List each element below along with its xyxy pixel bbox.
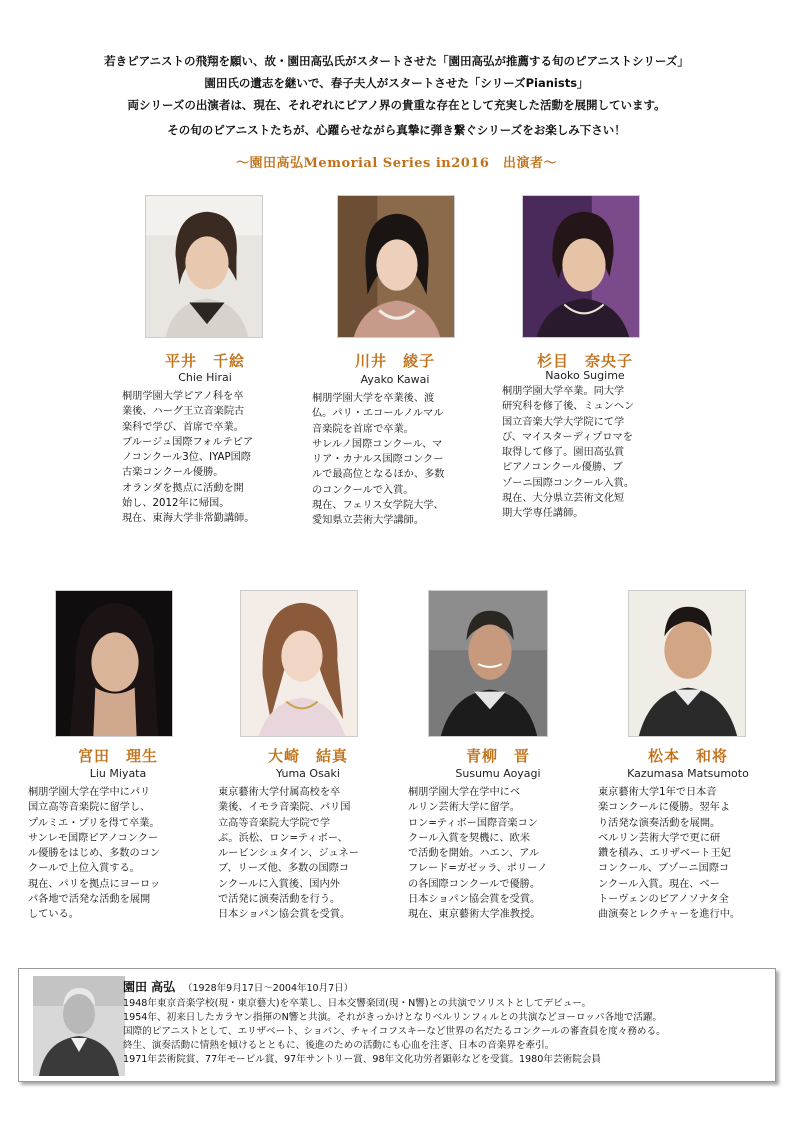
memorial-bio: [123, 997, 666, 1067]
bio-line: クールで上位入賞する。: [28, 863, 140, 875]
bio-line: 始し、2012年に帰国。: [122, 498, 230, 510]
bio-line: ノコンクール3位、IYAP国際: [122, 452, 251, 464]
artist-name-en: Chie Hirai: [178, 371, 232, 384]
artist-card-osaki: [218, 590, 398, 935]
bio-line: している。: [28, 909, 79, 921]
bio-line: ブルージュ国際フォルテピア: [122, 436, 254, 448]
bio-line: ンクール入賞。現在、ベー: [598, 878, 720, 890]
bio-line: 現在、東海大学非常勤講師。: [122, 513, 255, 525]
series-title: ～園田高弘Memorial Series in2016 出演者～: [236, 156, 557, 171]
artist-bio: [408, 785, 547, 923]
memorial-bio-line: 国際的ピアニストとして、エリザベート、ショパン、チャイコフスキーなど世界の名だたるコンクールの審査員を度々務める。: [123, 1026, 666, 1037]
bio-line: パ各地で活発な活動を展開: [28, 894, 151, 906]
artist-card-sugime: [500, 195, 670, 540]
artist-photo: [55, 590, 173, 737]
artist-name-en: Liu Miyata: [89, 767, 147, 780]
memorial-photo: [33, 976, 125, 1076]
artist-bio: [312, 391, 444, 529]
bio-line: り活発な演奏活動を展開。: [598, 817, 721, 829]
artist-name-en: Naoko Sugime: [545, 369, 625, 382]
bio-line: で活動を開始。ハエン、アル: [408, 848, 540, 860]
bio-line: の各国際コンクールで優勝。: [408, 878, 541, 890]
bio-line: 立高等音楽院大学院で学: [218, 817, 331, 829]
bio-line: ロン=ティボー国際音楽コン: [408, 817, 538, 829]
bio-line: 桐朋学園大学ピアノ科を卒: [122, 391, 244, 402]
bio-line: 現在、東京藝術大学准教授。: [408, 909, 541, 921]
artist-name-en: Ayako Kawai: [360, 373, 430, 386]
intro-line-2: 園田氏の遺志を継いで、春子夫人がスタートさせた「シリーズPianists」: [204, 76, 589, 90]
artist-name-jp: 松本 和将: [647, 747, 728, 765]
artist-name-jp: 大崎 結真: [267, 747, 348, 765]
memorial-bio-line: 1954年、初来日したカラヤン指揮のN響と共演。それがきっかけとなりベルリンフィルとの共演などヨーロッパ各地で活躍。: [123, 1012, 663, 1023]
bio-line: 曲演奏とレクチャーを進行中。: [598, 909, 741, 921]
artist-photo: [337, 195, 455, 338]
artist-name-jp: 杉目 奈央子: [536, 352, 633, 370]
intro-line-1: 若きピアニストの飛翔を願い、故・園田高弘氏がスタートさせた「園田高弘が推薦する旬のピアニストシリーズ」: [104, 54, 689, 68]
artist-card-kawai: [310, 195, 480, 540]
bio-line: ル優勝をはじめ、多数のコン: [28, 848, 161, 860]
bio-line: 楽コンクールに優勝。翌年よ: [598, 802, 731, 814]
bio-line: サレルノ国際コンクール、マ: [312, 438, 443, 450]
bio-line: クール入賞を契機に、欧米: [408, 832, 531, 844]
artist-name-jp: 平井 千絵: [164, 352, 245, 370]
artist-card-hirai: [120, 195, 290, 540]
bio-line: 東京藝術大学付属高校を卒: [218, 787, 341, 798]
bio-line: 期大学専任講師。: [502, 508, 584, 520]
bio-line: 桐朋学園大学在学中にベ: [408, 787, 521, 798]
artist-bio: [502, 384, 634, 522]
artist-card-aoyagi: [408, 590, 588, 935]
bio-line: 日本ショパン協会賞を受賞。: [408, 894, 541, 906]
bio-line: 国立音楽大学大学院にて学: [502, 416, 625, 428]
artist-name-jp: 川井 綾子: [354, 352, 435, 370]
bio-line: 現在、フェリス女学院大学、: [312, 500, 444, 512]
bio-line: 桐朋学園大学を卒業後、渡: [312, 393, 435, 404]
artist-photo: [628, 590, 746, 737]
memorial-dates: （1928年9月17日～2004年10月7日）: [183, 983, 354, 994]
memorial-bio-line: 1948年東京音楽学校(現・東京藝大)を卒業し、日本交響楽団(現・N響)との共演でソリストとしてデビュー。: [123, 998, 592, 1009]
bio-line: サンレモ国際ピアノコンクー: [28, 832, 159, 844]
bio-line: ルービンシュタイン、ジュネー: [218, 848, 359, 860]
bio-line: 楽科で学び、首席で卒業。: [122, 421, 244, 433]
bio-line: ベルリン芸術大学で更に研: [598, 832, 721, 844]
artist-photo: [145, 195, 263, 338]
bio-line: 音楽院を首席で卒業。: [312, 423, 414, 435]
memorial-bio-line: 1971年芸術院賞、77年モービル賞、97年サントリー賞、98年文化功労者顕彰などを受賞。1980年芸術院会員: [123, 1054, 601, 1065]
bio-line: 仏。パリ・エコールノルマル: [312, 408, 444, 420]
bio-line: で活発に演奏活動を行う。: [218, 894, 341, 906]
bio-line: ンクールに入賞後、国内外: [218, 878, 340, 890]
bio-line: 国立高等音楽院に留学し、: [28, 802, 151, 814]
bio-line: 現在、パリを拠点にヨーロッ: [28, 878, 161, 890]
artist-card-matsumoto: [598, 590, 778, 935]
bio-line: コンクール、ブゾーニ国際コ: [598, 863, 730, 875]
bio-line: 桐朋学園大学卒業。同大学: [502, 386, 625, 397]
bio-line: フレード=ガゼッラ、ポリーノ: [408, 863, 548, 875]
bio-line: オランダを拠点に活動を開: [122, 482, 244, 494]
artist-card-miyata: [28, 590, 208, 935]
artist-name-en: Susumu Aoyagi: [455, 767, 541, 780]
artist-photo: [428, 590, 548, 737]
bio-line: ルリン芸術大学に留学。: [408, 802, 521, 814]
bio-line: ぶ。浜松、ロン=ティボー、: [218, 832, 348, 844]
bio-line: 古楽コンクール優勝。: [122, 467, 224, 479]
bio-line: プルミエ・プリを得て卒業。: [28, 817, 160, 829]
artist-bio: [28, 785, 160, 923]
memorial-box: [18, 968, 776, 1082]
memorial-bio-line: 終生、演奏活動に情熱を傾けるとともに、後進のための活動にも心血を注ぎ、日本の音楽界を牽引。: [123, 1040, 555, 1051]
artist-bio: [218, 785, 359, 923]
bio-line: 日本ショパン協会賞を受賞。: [218, 909, 351, 921]
artist-name-en: Kazumasa Matsumoto: [627, 767, 749, 780]
bio-line: ゾーニ国際コンクール入賞。: [502, 477, 635, 489]
bio-line: 取得して修了。園田高弘賞: [502, 447, 625, 459]
bio-line: 愛知県立芸術大学講師。: [312, 515, 425, 527]
artist-name-jp: 青柳 晋: [465, 747, 530, 765]
bio-line: 研究科を修了後、ミュンヘン: [502, 401, 635, 413]
bio-line: 東京藝術大学1年で日本音: [598, 787, 717, 798]
artist-name-jp: 宮田 理生: [77, 747, 158, 765]
intro-text: [0, 50, 793, 141]
artist-photo: [240, 590, 358, 737]
memorial-name: 園田 高弘: [123, 980, 176, 994]
bio-line: トーヴェンのピアノソナタ全: [598, 894, 729, 906]
bio-line: 桐朋学園大学在学中にパリ: [28, 787, 151, 798]
bio-line: 業後、イモラ音楽院、パリ国: [218, 802, 351, 814]
bio-line: ピアノコンクール優勝、ブ: [502, 462, 623, 474]
artist-name-en: Yuma Osaki: [276, 767, 340, 780]
bio-line: び、マイスターディプロマを: [502, 431, 633, 443]
bio-line: 現在、大分県立芸術文化短: [502, 493, 625, 505]
bio-line: 業後、ハーグ王立音楽院古: [122, 406, 245, 418]
intro-line-4: その旬のピアニストたちが、心躍らせながら真摯に弾き繋ぐシリーズをお楽しみ下さい！: [167, 123, 626, 137]
bio-line: ルで最高位となるほか、多数: [312, 469, 445, 481]
intro-line-3: 両シリーズの出演者は、現在、それぞれにピアノ界の貴重な存在として充実した活動を展開しています。: [127, 98, 666, 112]
bio-line: 鑽を積み、エリザベート王妃: [598, 848, 731, 860]
bio-line: のコンクールで入賞。: [312, 484, 414, 496]
artist-bio: [122, 389, 254, 527]
artist-photo: [522, 195, 640, 338]
bio-line: ブ、リーズ他、多数の国際コ: [218, 863, 350, 875]
artist-bio: [598, 785, 740, 923]
bio-line: リア・カナルス国際コンクー: [312, 454, 444, 466]
